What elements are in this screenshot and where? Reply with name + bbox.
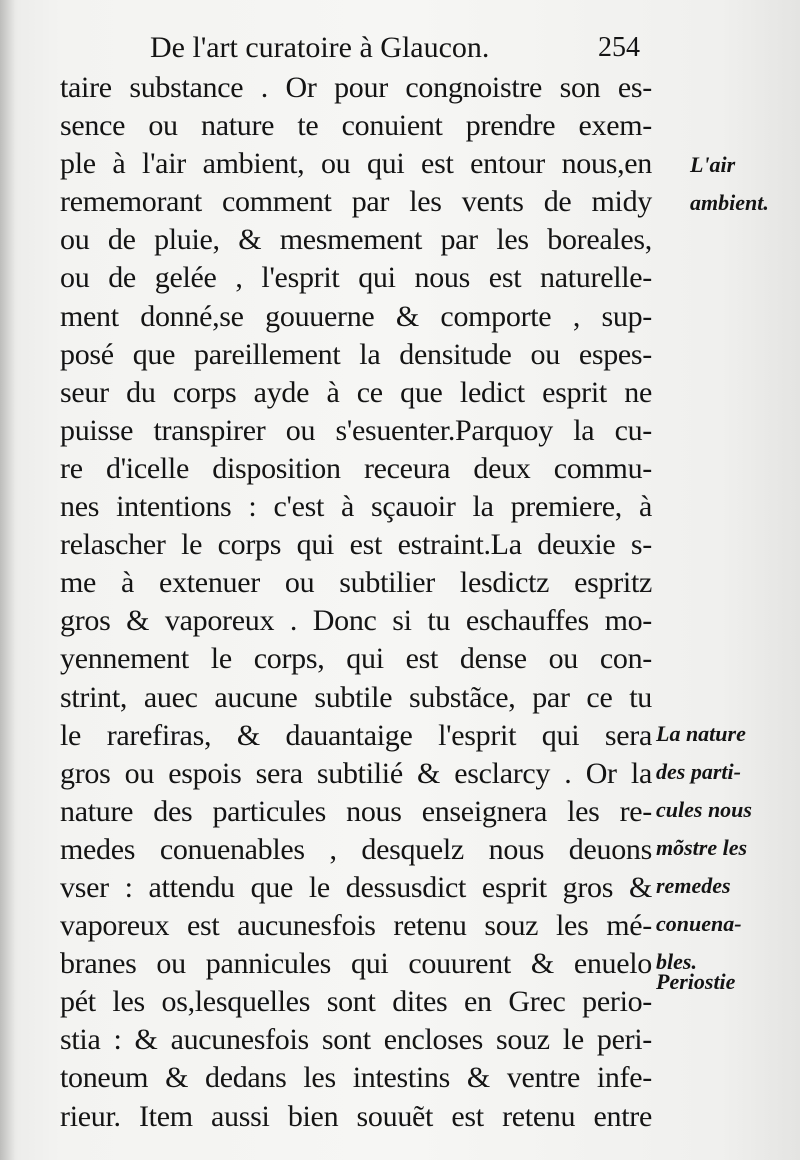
text-line: vaporeux est aucunesfois retenu souz les mé-: [60, 909, 652, 943]
text-line: rieur. Item aussi bien souuẽt est retenu entre: [60, 1099, 652, 1133]
text-line: ple à l'air ambient, ou qui est entour nous,en: [60, 147, 652, 181]
margin-note-line: cules nous: [656, 797, 752, 822]
text-line: medes conuenables , desquelz nous deuons: [60, 832, 652, 866]
text-line: seur du corps ayde à ce que ledict esprit ne: [60, 375, 652, 409]
page-edge-shadow: [0, 0, 14, 1160]
running-title: De l'art curatoire à Glaucon.: [150, 31, 490, 64]
text-line: sence ou nature te conuient prendre exem-: [60, 109, 652, 143]
margin-note-line: mõstre les: [656, 835, 748, 860]
text-line: ou de pluie, & mesmement par les boreales,: [60, 223, 652, 257]
margin-note-line: conuena-: [656, 911, 742, 936]
page-header: [150, 28, 650, 68]
body-text: [60, 69, 652, 1136]
text-line: nature des particules nous enseignera les re-: [60, 794, 652, 828]
text-line: le rarefiras, & dauantaige l'esprit qui sera: [60, 718, 652, 752]
margin-note-air: [690, 146, 800, 222]
text-line: stia : & aucunesfois sont encloses souz le peri-: [60, 1023, 652, 1057]
margin-note-line: La nature: [656, 721, 746, 746]
text-line: yennement le corps, qui est dense ou con-: [60, 642, 652, 676]
page-number: 254: [598, 32, 640, 63]
text-line: ment donné,se gouuerne & comporte , sup-: [60, 299, 652, 333]
text-line: strint, auec aucune subtile substãce, par ce tu: [60, 680, 652, 714]
text-line: rememorant comment par les vents de midy: [60, 185, 652, 219]
text-line: branes ou pannicules qui couurent & enuelo: [60, 947, 652, 981]
text-line: vser : attendu que le dessusdict esprit gros &: [60, 870, 652, 904]
text-line: re d'icelle disposition receura deux commu-: [60, 451, 652, 485]
text-line: me à extenuer ou subtilier lesdictz espritz: [60, 566, 652, 600]
margin-note-periostie: [656, 963, 796, 1001]
text-line: posé que pareillement la densitude ou espes-: [60, 337, 652, 371]
margin-note-line: remedes: [656, 873, 731, 898]
margin-note-line: bles.: [656, 949, 697, 974]
margin-note-line: ambient.: [690, 190, 769, 215]
margin-note-line: L'air: [690, 152, 736, 177]
text-line: toneum & dedans les intestins & ventre infe-: [60, 1061, 652, 1095]
margin-note-line: Periostie: [656, 969, 736, 994]
text-line: gros & vaporeux . Donc si tu eschauffes mo-: [60, 604, 652, 638]
margin-note-line: des parti-: [656, 759, 741, 784]
text-line: pét les os,lesquelles sont dites en Grec perio-: [60, 985, 652, 1019]
text-line: ou de gelée , l'esprit qui nous est naturelle-: [60, 261, 652, 295]
text-line: relascher le corps qui est estraint.La deuxie s-: [60, 528, 652, 562]
margin-note-particules: [656, 715, 796, 981]
text-line: nes intentions : c'est à sçauoir la premiere, à: [60, 490, 652, 524]
text-line: taire substance . Or pour congnoistre son es-: [60, 71, 652, 104]
text-line: gros ou espois sera subtilié & esclarcy . Or la: [60, 756, 652, 790]
text-line: puisse transpirer ou s'esuenter.Parquoy la cu-: [60, 413, 652, 447]
